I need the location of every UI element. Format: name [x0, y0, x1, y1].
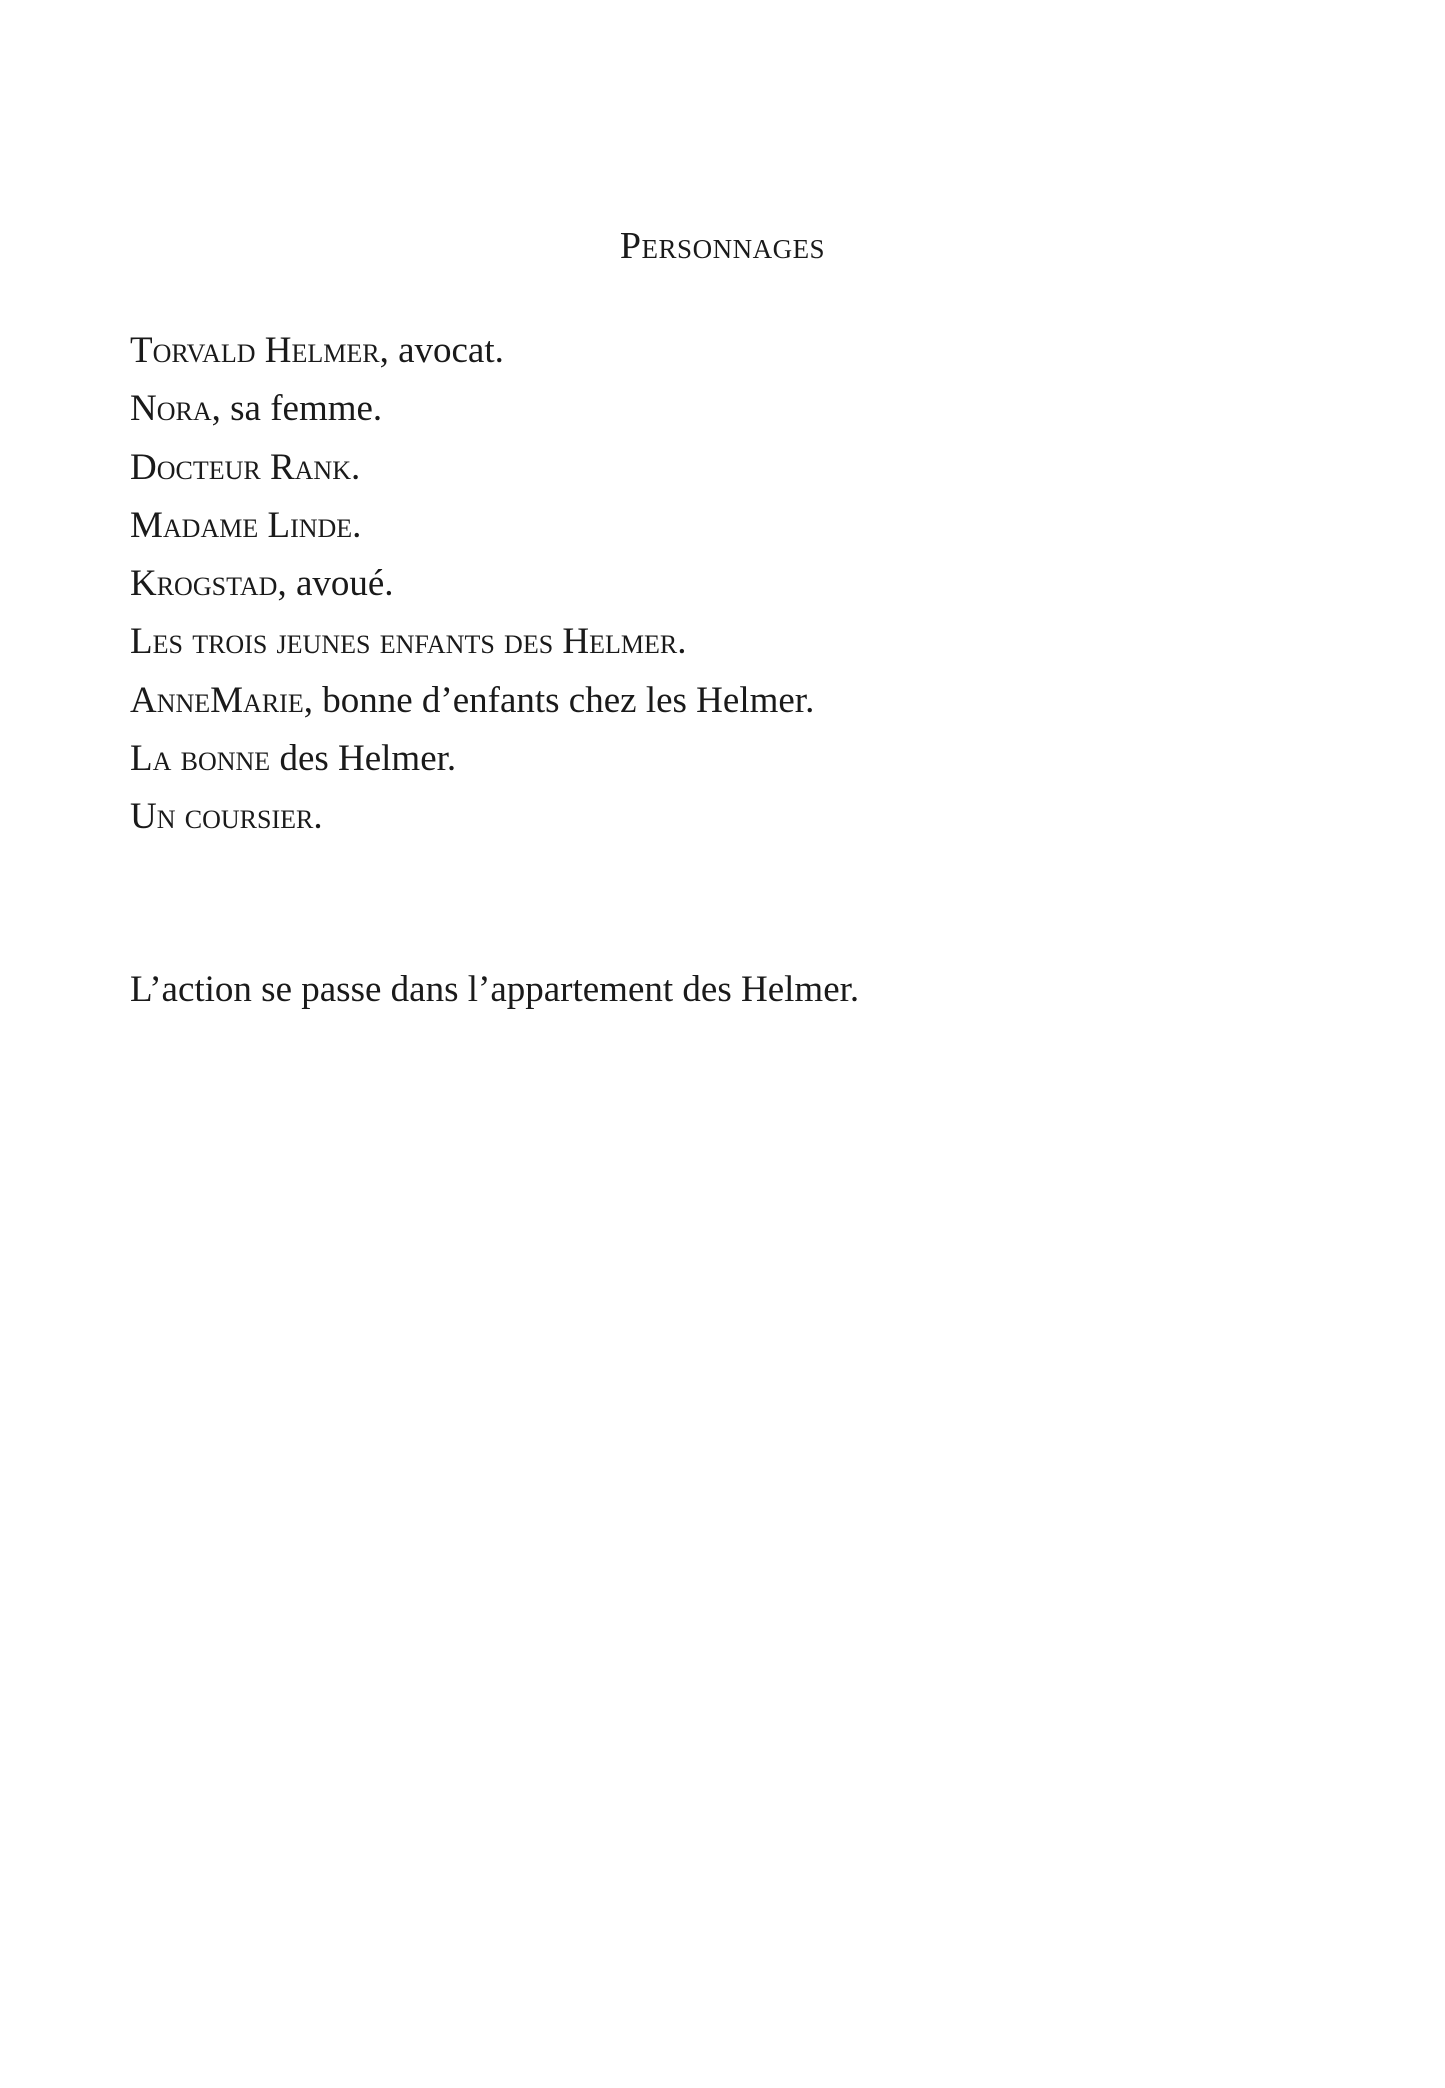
character-description: , bonne d’enfants chez les Helmer. — [303, 679, 815, 721]
cast-item — [130, 672, 814, 730]
character-description: , avoué. — [277, 563, 394, 605]
character-name: Nora — [130, 388, 212, 430]
character-name: Krogstad — [130, 563, 278, 605]
cast-item — [130, 730, 814, 788]
character-description: des Helmer. — [270, 738, 457, 780]
page-title: Personnages — [619, 225, 826, 267]
cast-list — [130, 322, 814, 847]
character-name: Torvald Helmer — [130, 330, 380, 371]
character-name: Madame Linde. — [130, 504, 362, 546]
cast-item — [130, 613, 814, 671]
character-description: , avocat. — [379, 330, 504, 371]
cast-item — [130, 439, 814, 497]
setting-note: L’action se passe dans l’appartement des Helmer. — [130, 969, 860, 1010]
character-name: Les trois jeunes enfants des Helmer. — [130, 621, 687, 663]
cast-item — [130, 788, 814, 846]
character-name: AnneMarie — [130, 679, 304, 721]
character-description: , sa femme. — [211, 388, 383, 430]
cast-item — [130, 497, 814, 555]
character-name: Docteur Rank. — [130, 446, 361, 488]
cast-item — [130, 555, 814, 613]
character-name: Un coursier. — [130, 796, 323, 838]
cast-item — [130, 380, 814, 438]
cast-item — [130, 322, 814, 380]
character-name: La bonne — [130, 738, 271, 780]
